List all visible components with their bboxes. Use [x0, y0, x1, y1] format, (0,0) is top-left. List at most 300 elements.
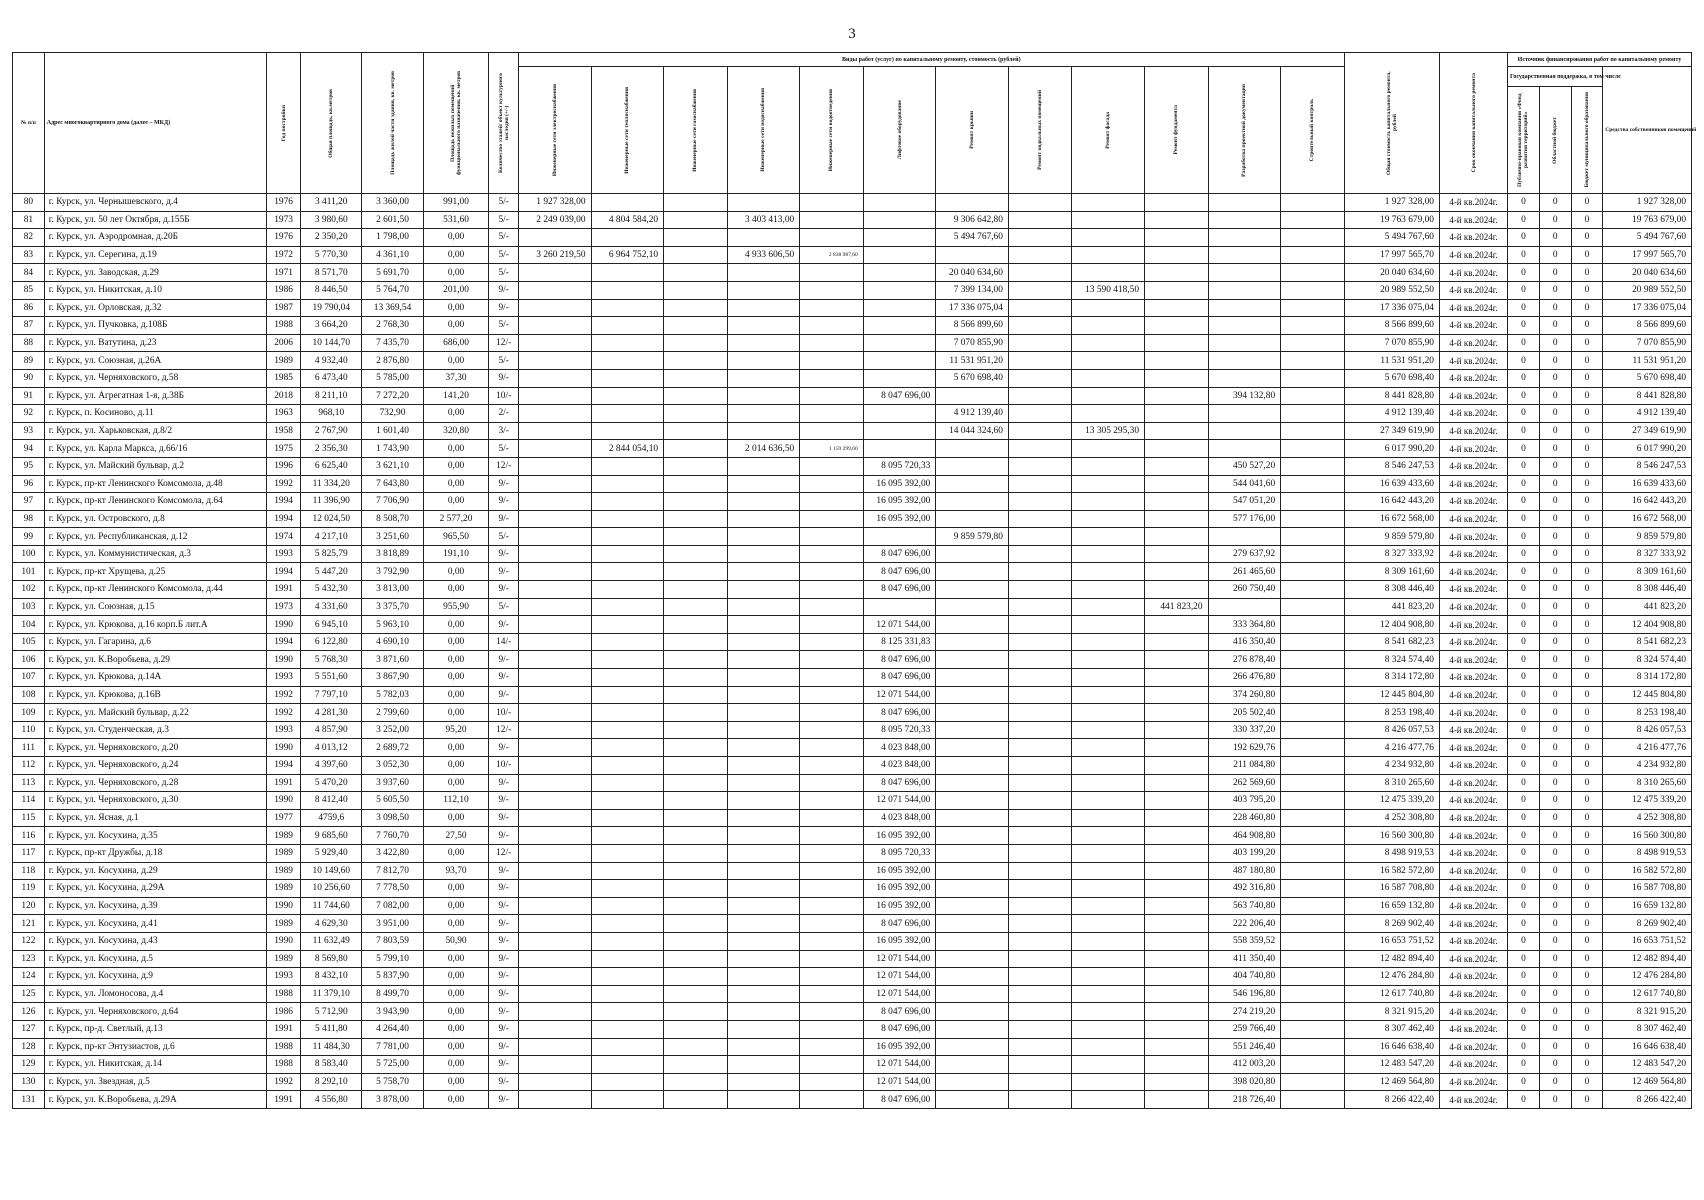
table-row — [13, 299, 1692, 317]
row-number: 99 — [13, 528, 45, 546]
facade-cost-cell — [1072, 581, 1145, 599]
construction-control-cost-cell — [1281, 229, 1345, 247]
gas-cost-cell — [664, 721, 728, 739]
row-number: 123 — [13, 950, 45, 968]
total-area-cell: 8 432,10 — [301, 968, 362, 986]
living-area-cell: 5 799,10 — [362, 950, 423, 968]
facade-cost-cell — [1072, 616, 1145, 634]
project-docs-cost-cell: 333 364,80 — [1208, 616, 1281, 634]
heating-cost-cell — [591, 985, 664, 1003]
year-cell: 1989 — [267, 915, 301, 933]
fund-cell: 0 — [1508, 264, 1540, 282]
owners-funds-cell: 20 040 634,60 — [1603, 264, 1692, 282]
floors-cell: 12/- — [489, 334, 518, 352]
row-number: 122 — [13, 932, 45, 950]
fund-cell: 0 — [1508, 352, 1540, 370]
total-cost-cell: 8 321 915,20 — [1344, 1003, 1439, 1021]
facade-cost-cell — [1072, 844, 1145, 862]
table-row — [13, 651, 1692, 669]
facade-cost-cell — [1072, 229, 1145, 247]
municipal-cell: 0 — [1571, 475, 1603, 493]
foundation-cost-cell — [1145, 792, 1209, 810]
roof-cost-cell — [936, 827, 1009, 845]
nonres-area-cell: 0,00 — [423, 563, 489, 581]
total-area-cell: 4 629,30 — [301, 915, 362, 933]
row-number: 103 — [13, 598, 45, 616]
construction-control-cost-cell — [1281, 844, 1345, 862]
lift-cost-cell — [863, 194, 936, 212]
total-area-cell: 8 569,80 — [301, 950, 362, 968]
project-docs-cost-cell — [1208, 405, 1281, 423]
roof-cost-cell — [936, 757, 1009, 775]
project-docs-cost-cell: 274 219,20 — [1208, 1003, 1281, 1021]
basement-cost-cell — [1008, 1003, 1072, 1021]
row-number: 92 — [13, 405, 45, 423]
owners-funds-cell: 8 546 247,53 — [1603, 457, 1692, 475]
row-number: 90 — [13, 369, 45, 387]
heating-cost-cell — [591, 1091, 664, 1109]
gas-cost-cell — [664, 844, 728, 862]
owners-funds-cell: 1 927 328,00 — [1603, 194, 1692, 212]
heating-cost-cell — [591, 792, 664, 810]
heating-cost-cell: 4 804 584,20 — [591, 211, 664, 229]
table-row — [13, 545, 1692, 563]
construction-control-cost-cell — [1281, 704, 1345, 722]
construction-control-cost-cell — [1281, 440, 1345, 458]
facade-cost-cell — [1072, 774, 1145, 792]
nonres-area-cell: 0,00 — [423, 880, 489, 898]
row-number: 81 — [13, 211, 45, 229]
water-cost-cell — [727, 528, 800, 546]
year-cell: 1987 — [267, 299, 301, 317]
nonres-area-cell: 0,00 — [423, 1038, 489, 1056]
living-area-cell: 3 422,80 — [362, 844, 423, 862]
address-cell: г. Курск, ул. К.Воробьева, д.29 — [44, 651, 266, 669]
col-header-water-text: Инженерные сети водоснабжения — [760, 88, 767, 172]
roof-cost-cell — [936, 457, 1009, 475]
col-header-address: Адрес многоквартирного дома (далее – МКД) — [44, 53, 266, 194]
project-docs-cost-cell: 577 176,00 — [1208, 510, 1281, 528]
roof-cost-cell — [936, 1056, 1009, 1074]
owners-funds-cell: 5 494 767,60 — [1603, 229, 1692, 247]
address-cell: г. Курск, ул. Черняховского, д.24 — [44, 757, 266, 775]
facade-cost-cell — [1072, 1003, 1145, 1021]
fund-cell: 0 — [1508, 792, 1540, 810]
sewer-cost-cell — [800, 827, 864, 845]
gas-cost-cell — [664, 211, 728, 229]
owners-funds-cell: 16 659 132,80 — [1603, 897, 1692, 915]
roof-cost-cell — [936, 616, 1009, 634]
living-area-cell: 3 951,00 — [362, 915, 423, 933]
col-header-nonres-area — [423, 53, 489, 194]
total-cost-cell: 12 445 804,80 — [1344, 686, 1439, 704]
total-cost-cell: 8 441 828,80 — [1344, 387, 1439, 405]
total-area-cell: 8 292,10 — [301, 1073, 362, 1091]
deadline-cell: 4-й кв.2024г. — [1439, 563, 1507, 581]
regional-cell: 0 — [1539, 405, 1571, 423]
electric-cost-cell — [518, 510, 591, 528]
regional-cell: 0 — [1539, 915, 1571, 933]
municipal-cell: 0 — [1571, 457, 1603, 475]
lift-cost-cell — [863, 598, 936, 616]
table-row — [13, 581, 1692, 599]
total-cost-cell: 8 566 899,60 — [1344, 317, 1439, 335]
living-area-cell: 3 937,60 — [362, 774, 423, 792]
facade-cost-cell — [1072, 194, 1145, 212]
basement-cost-cell — [1008, 440, 1072, 458]
roof-cost-cell — [936, 563, 1009, 581]
total-area-cell: 5 447,20 — [301, 563, 362, 581]
water-cost-cell — [727, 299, 800, 317]
floors-cell: 9/- — [489, 669, 518, 687]
regional-cell: 0 — [1539, 493, 1571, 511]
construction-control-cost-cell — [1281, 651, 1345, 669]
nonres-area-cell: 93,70 — [423, 862, 489, 880]
gas-cost-cell — [664, 581, 728, 599]
regional-cell: 0 — [1539, 1038, 1571, 1056]
living-area-cell: 7 803,59 — [362, 932, 423, 950]
municipal-cell: 0 — [1571, 686, 1603, 704]
fund-cell: 0 — [1508, 862, 1540, 880]
floors-cell: 9/- — [489, 985, 518, 1003]
fund-cell: 0 — [1508, 985, 1540, 1003]
table-row — [13, 774, 1692, 792]
year-cell: 1990 — [267, 897, 301, 915]
nonres-area-cell: 0,00 — [423, 1056, 489, 1074]
fund-cell: 0 — [1508, 616, 1540, 634]
total-cost-cell: 8 541 682,23 — [1344, 633, 1439, 651]
basement-cost-cell — [1008, 299, 1072, 317]
nonres-area-cell: 991,00 — [423, 194, 489, 212]
living-area-cell: 7 643,80 — [362, 475, 423, 493]
heating-cost-cell — [591, 704, 664, 722]
water-cost-cell — [727, 1038, 800, 1056]
sewer-cost-cell — [800, 686, 864, 704]
address-cell: г. Курск, ул. Черняховского, д.30 — [44, 792, 266, 810]
roof-cost-cell — [936, 581, 1009, 599]
fund-cell: 0 — [1508, 194, 1540, 212]
floors-cell: 10/- — [489, 757, 518, 775]
floors-cell: 9/- — [489, 1003, 518, 1021]
sewer-cost-cell — [800, 405, 864, 423]
sewer-cost-cell — [800, 334, 864, 352]
fund-cell: 0 — [1508, 915, 1540, 933]
regional-cell: 0 — [1539, 211, 1571, 229]
table-row — [13, 422, 1692, 440]
foundation-cost-cell — [1145, 334, 1209, 352]
regional-cell: 0 — [1539, 809, 1571, 827]
facade-cost-cell — [1072, 317, 1145, 335]
roof-cost-cell: 7 070 855,90 — [936, 334, 1009, 352]
heating-cost-cell — [591, 633, 664, 651]
water-cost-cell — [727, 1073, 800, 1091]
col-group-sources: Источник финансирования работ по капитальному ремонту — [1508, 53, 1692, 67]
fund-cell: 0 — [1508, 598, 1540, 616]
basement-cost-cell — [1008, 422, 1072, 440]
construction-control-cost-cell — [1281, 317, 1345, 335]
roof-cost-cell — [936, 774, 1009, 792]
total-area-cell: 5 411,80 — [301, 1020, 362, 1038]
project-docs-cost-cell: 450 527,20 — [1208, 457, 1281, 475]
facade-cost-cell — [1072, 739, 1145, 757]
living-area-cell: 4 361,10 — [362, 246, 423, 264]
nonres-area-cell: 0,00 — [423, 229, 489, 247]
electric-cost-cell — [518, 915, 591, 933]
total-area-cell: 11 484,30 — [301, 1038, 362, 1056]
deadline-cell: 4-й кв.2024г. — [1439, 757, 1507, 775]
gas-cost-cell — [664, 1003, 728, 1021]
deadline-cell: 4-й кв.2024г. — [1439, 932, 1507, 950]
col-header-roof — [936, 67, 1009, 194]
municipal-cell: 0 — [1571, 194, 1603, 212]
basement-cost-cell — [1008, 1020, 1072, 1038]
basement-cost-cell — [1008, 387, 1072, 405]
sewer-cost-cell — [800, 739, 864, 757]
water-cost-cell — [727, 545, 800, 563]
water-cost-cell — [727, 686, 800, 704]
col-header-fund-text: Публично-правовая компания «Фонд развития территорий» — [1517, 93, 1530, 187]
heating-cost-cell — [591, 475, 664, 493]
year-cell: 1985 — [267, 369, 301, 387]
table-row — [13, 757, 1692, 775]
regional-cell: 0 — [1539, 369, 1571, 387]
address-cell: г. Курск, ул. Заводская, д.29 — [44, 264, 266, 282]
col-header-living-area — [362, 53, 423, 194]
nonres-area-cell: 965,50 — [423, 528, 489, 546]
living-area-cell: 8 508,70 — [362, 510, 423, 528]
municipal-cell: 0 — [1571, 1020, 1603, 1038]
owners-funds-cell: 12 617 740,80 — [1603, 985, 1692, 1003]
facade-cost-cell — [1072, 264, 1145, 282]
regional-cell: 0 — [1539, 844, 1571, 862]
deadline-cell: 4-й кв.2024г. — [1439, 950, 1507, 968]
regional-cell: 0 — [1539, 669, 1571, 687]
facade-cost-cell — [1072, 563, 1145, 581]
owners-funds-cell: 20 989 552,50 — [1603, 281, 1692, 299]
owners-funds-cell: 16 560 300,80 — [1603, 827, 1692, 845]
gas-cost-cell — [664, 1073, 728, 1091]
project-docs-cost-cell: 330 337,20 — [1208, 721, 1281, 739]
total-cost-cell: 11 531 951,20 — [1344, 352, 1439, 370]
facade-cost-cell — [1072, 1038, 1145, 1056]
total-area-cell: 5 770,30 — [301, 246, 362, 264]
facade-cost-cell — [1072, 334, 1145, 352]
project-docs-cost-cell: 394 132,80 — [1208, 387, 1281, 405]
floors-cell: 9/- — [489, 968, 518, 986]
electric-cost-cell — [518, 968, 591, 986]
floors-cell: 9/- — [489, 369, 518, 387]
table-row — [13, 915, 1692, 933]
gas-cost-cell — [664, 440, 728, 458]
total-cost-cell: 12 476 284,80 — [1344, 968, 1439, 986]
total-area-cell: 5 768,30 — [301, 651, 362, 669]
living-area-cell: 5 764,70 — [362, 281, 423, 299]
heating-cost-cell — [591, 1038, 664, 1056]
electric-cost-cell — [518, 1091, 591, 1109]
basement-cost-cell — [1008, 616, 1072, 634]
facade-cost-cell — [1072, 880, 1145, 898]
roof-cost-cell — [936, 545, 1009, 563]
year-cell: 1992 — [267, 704, 301, 722]
fund-cell: 0 — [1508, 1073, 1540, 1091]
lift-cost-cell: 16 095 392,00 — [863, 897, 936, 915]
municipal-cell: 0 — [1571, 968, 1603, 986]
nonres-area-cell: 0,00 — [423, 246, 489, 264]
address-cell: г. Курск, пр-кт Ленинского Комсомола, д.64 — [44, 493, 266, 511]
basement-cost-cell — [1008, 880, 1072, 898]
lift-cost-cell: 8 047 696,00 — [863, 774, 936, 792]
total-cost-cell: 8 310 265,60 — [1344, 774, 1439, 792]
year-cell: 1990 — [267, 616, 301, 634]
regional-cell: 0 — [1539, 739, 1571, 757]
gas-cost-cell — [664, 880, 728, 898]
heating-cost-cell — [591, 809, 664, 827]
address-cell: г. Курск, ул. Косухина, д.29 — [44, 862, 266, 880]
fund-cell: 0 — [1508, 317, 1540, 335]
address-cell: г. Курск, пр-кт Ленинского Комсомола, д.48 — [44, 475, 266, 493]
water-cost-cell — [727, 880, 800, 898]
col-header-lift — [863, 67, 936, 194]
row-number: 106 — [13, 651, 45, 669]
year-cell: 2018 — [267, 387, 301, 405]
municipal-cell: 0 — [1571, 616, 1603, 634]
table-row — [13, 950, 1692, 968]
sewer-cost-cell — [800, 493, 864, 511]
deadline-cell: 4-й кв.2024г. — [1439, 651, 1507, 669]
foundation-cost-cell — [1145, 915, 1209, 933]
total-cost-cell: 4 252 308,80 — [1344, 809, 1439, 827]
total-cost-cell: 16 653 751,52 — [1344, 932, 1439, 950]
construction-control-cost-cell — [1281, 880, 1345, 898]
gas-cost-cell — [664, 1038, 728, 1056]
nonres-area-cell: 0,00 — [423, 985, 489, 1003]
regional-cell: 0 — [1539, 422, 1571, 440]
lift-cost-cell — [863, 352, 936, 370]
fund-cell: 0 — [1508, 844, 1540, 862]
total-area-cell: 5 551,60 — [301, 669, 362, 687]
foundation-cost-cell — [1145, 246, 1209, 264]
construction-control-cost-cell — [1281, 721, 1345, 739]
water-cost-cell — [727, 1056, 800, 1074]
roof-cost-cell: 20 040 634,60 — [936, 264, 1009, 282]
electric-cost-cell — [518, 844, 591, 862]
deadline-cell: 4-й кв.2024г. — [1439, 686, 1507, 704]
fund-cell: 0 — [1508, 493, 1540, 511]
facade-cost-cell — [1072, 950, 1145, 968]
fund-cell: 0 — [1508, 1003, 1540, 1021]
gas-cost-cell — [664, 545, 728, 563]
foundation-cost-cell — [1145, 721, 1209, 739]
roof-cost-cell — [936, 704, 1009, 722]
floors-cell: 9/- — [489, 1056, 518, 1074]
year-cell: 1976 — [267, 229, 301, 247]
living-area-cell: 2 689,72 — [362, 739, 423, 757]
electric-cost-cell — [518, 1003, 591, 1021]
municipal-cell: 0 — [1571, 334, 1603, 352]
owners-funds-cell: 16 587 708,80 — [1603, 880, 1692, 898]
table-row — [13, 1056, 1692, 1074]
basement-cost-cell — [1008, 809, 1072, 827]
total-cost-cell: 12 483 547,20 — [1344, 1056, 1439, 1074]
year-cell: 1992 — [267, 686, 301, 704]
row-number: 108 — [13, 686, 45, 704]
table-row — [13, 563, 1692, 581]
owners-funds-cell: 8 541 682,23 — [1603, 633, 1692, 651]
foundation-cost-cell — [1145, 352, 1209, 370]
facade-cost-cell — [1072, 1091, 1145, 1109]
gas-cost-cell — [664, 915, 728, 933]
facade-cost-cell — [1072, 985, 1145, 1003]
sewer-cost-cell — [800, 880, 864, 898]
roof-cost-cell — [936, 686, 1009, 704]
living-area-cell: 1 601,40 — [362, 422, 423, 440]
municipal-cell: 0 — [1571, 669, 1603, 687]
row-number: 112 — [13, 757, 45, 775]
row-number: 85 — [13, 281, 45, 299]
municipal-cell: 0 — [1571, 721, 1603, 739]
water-cost-cell — [727, 827, 800, 845]
nonres-area-cell: 27,50 — [423, 827, 489, 845]
electric-cost-cell — [518, 1020, 591, 1038]
roof-cost-cell: 5 494 767,60 — [936, 229, 1009, 247]
heating-cost-cell — [591, 1073, 664, 1091]
water-cost-cell — [727, 704, 800, 722]
deadline-cell: 4-й кв.2024г. — [1439, 880, 1507, 898]
col-header-year-text: Год постройки — [280, 104, 287, 142]
gas-cost-cell — [664, 422, 728, 440]
col-header-lift-text: Лифтовое оборудование — [896, 100, 903, 160]
year-cell: 1989 — [267, 844, 301, 862]
regional-cell: 0 — [1539, 510, 1571, 528]
lift-cost-cell: 16 095 392,00 — [863, 475, 936, 493]
address-cell: г. Курск, пр-кт Ленинского Комсомола, д.44 — [44, 581, 266, 599]
construction-control-cost-cell — [1281, 281, 1345, 299]
floors-cell: 10/- — [489, 387, 518, 405]
regional-cell: 0 — [1539, 352, 1571, 370]
roof-cost-cell — [936, 1020, 1009, 1038]
water-cost-cell — [727, 229, 800, 247]
water-cost-cell — [727, 774, 800, 792]
heating-cost-cell — [591, 827, 664, 845]
roof-cost-cell: 11 531 951,20 — [936, 352, 1009, 370]
fund-cell: 0 — [1508, 211, 1540, 229]
total-area-cell: 6 473,40 — [301, 369, 362, 387]
deadline-cell: 4-й кв.2024г. — [1439, 528, 1507, 546]
floors-cell: 5/- — [489, 317, 518, 335]
fund-cell: 0 — [1508, 1091, 1540, 1109]
owners-funds-cell: 8 309 161,60 — [1603, 563, 1692, 581]
basement-cost-cell — [1008, 369, 1072, 387]
foundation-cost-cell — [1145, 264, 1209, 282]
living-area-cell: 7 812,70 — [362, 862, 423, 880]
regional-cell: 0 — [1539, 440, 1571, 458]
owners-funds-cell: 4 216 477,76 — [1603, 739, 1692, 757]
total-cost-cell: 19 763 679,00 — [1344, 211, 1439, 229]
living-area-cell: 2 768,30 — [362, 317, 423, 335]
sewer-cost-cell: 2 838 987,60 — [800, 246, 864, 264]
floors-cell: 9/- — [489, 739, 518, 757]
regional-cell: 0 — [1539, 1056, 1571, 1074]
nonres-area-cell: 320,80 — [423, 422, 489, 440]
living-area-cell: 3 792,90 — [362, 563, 423, 581]
nonres-area-cell: 0,00 — [423, 844, 489, 862]
lift-cost-cell: 4 023 848,00 — [863, 757, 936, 775]
owners-funds-cell: 12 475 339,20 — [1603, 792, 1692, 810]
sewer-cost-cell — [800, 317, 864, 335]
row-number: 80 — [13, 194, 45, 212]
electric-cost-cell — [518, 457, 591, 475]
nonres-area-cell: 0,00 — [423, 405, 489, 423]
